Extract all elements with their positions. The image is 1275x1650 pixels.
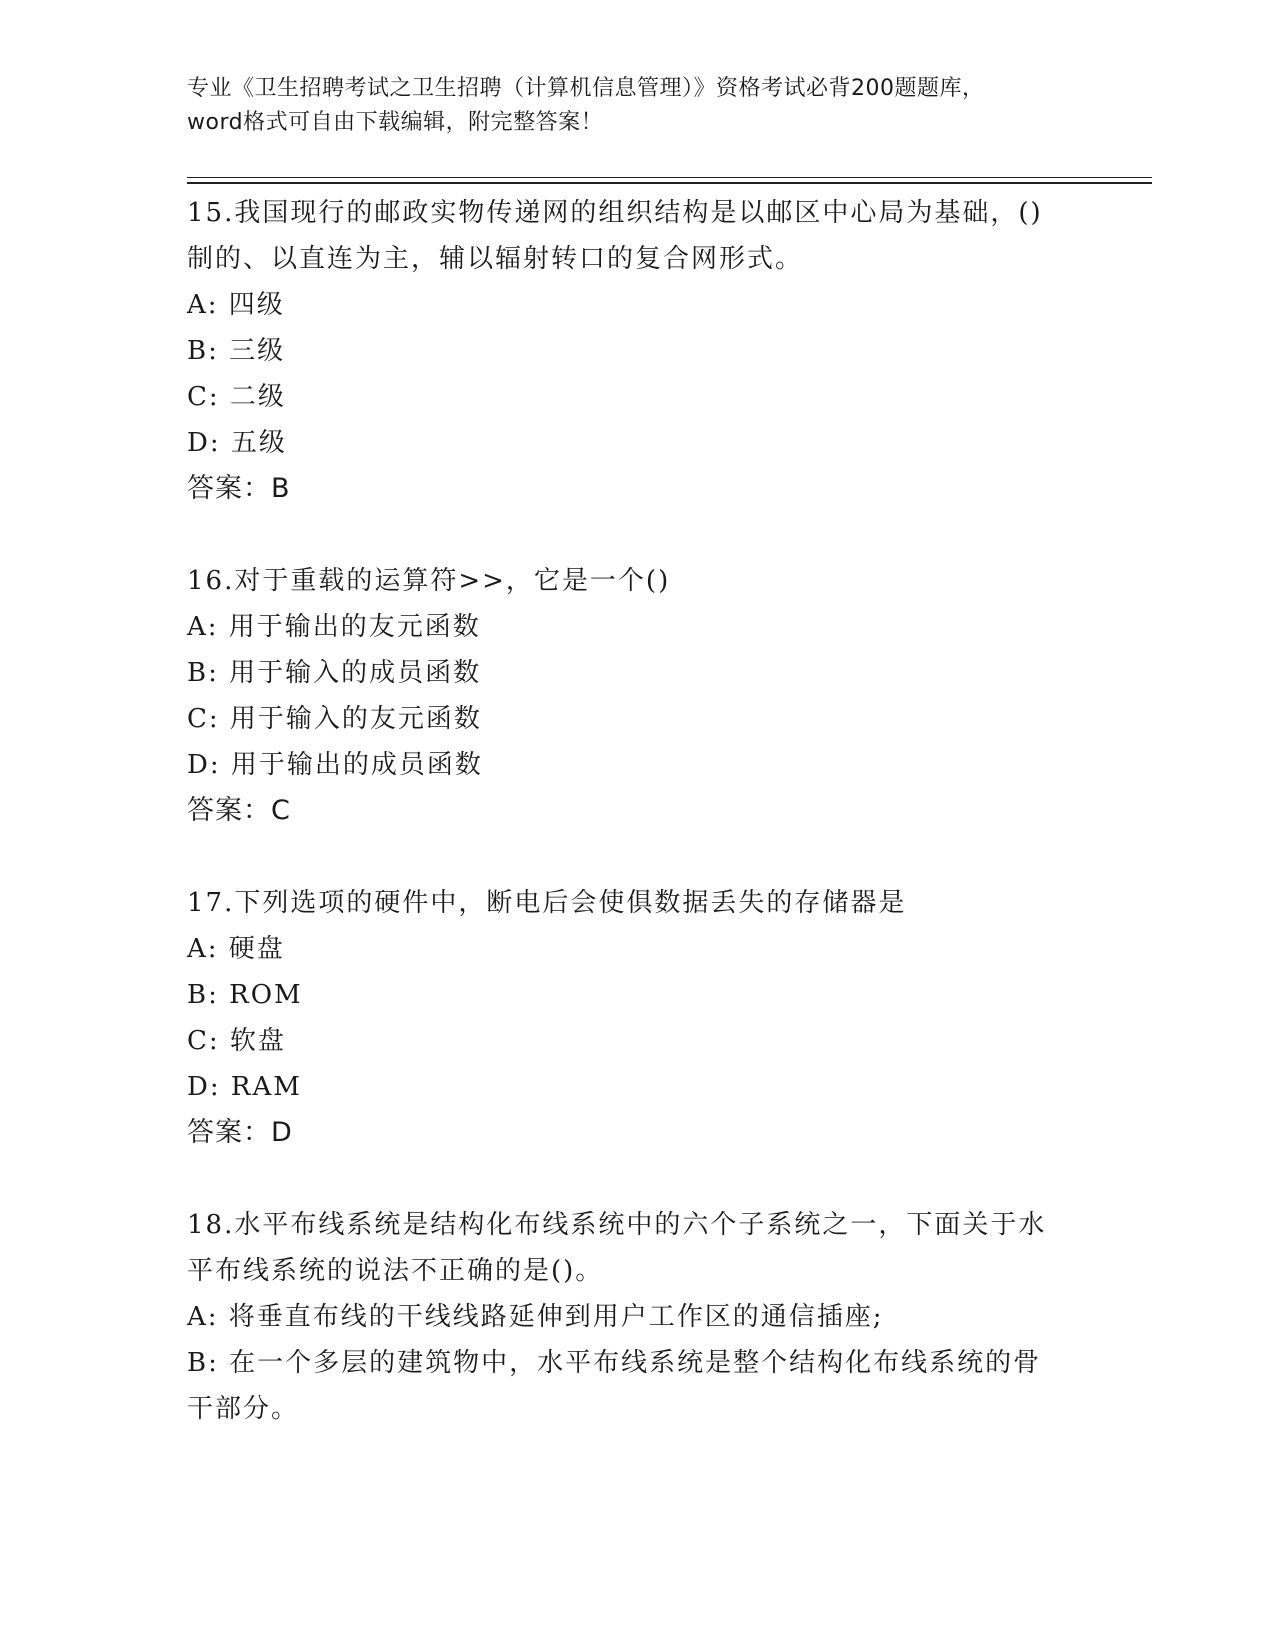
header-title-line-2: word格式可自由下载编辑，附完整答案！ [187,110,604,135]
question-stem-line: 15.我国现行的邮政实物传递网的组织结构是以邮区中心局为基础，() [187,198,1043,228]
option-c: C: 二级 [187,382,286,412]
option-c: C: 用于输入的友元函数 [187,704,482,734]
option-a: A: 用于输出的友元函数 [187,612,481,642]
option-a: A: 硬盘 [187,934,285,964]
answer: 答案：B [187,473,291,504]
spacer [187,512,1087,558]
question-16 [187,558,1087,834]
answer: 答案：D [187,1117,293,1148]
option-b: B: 用于输入的成员函数 [187,658,482,688]
option-b: B: 三级 [187,336,286,366]
option-b: B: 在一个多层的建筑物中，水平布线系统是整个结构化布线系统的骨 [187,1348,1042,1378]
document-header [187,72,1067,140]
option-d: D: RAM [187,1072,302,1102]
header-divider-thick [187,182,1152,184]
question-stem-line: 平布线系统的说法不正确的是()。 [187,1256,604,1286]
question-18 [187,1202,1087,1432]
question-17 [187,880,1087,1156]
header-divider-thin [187,177,1152,178]
option-b-continued: 干部分。 [187,1394,300,1424]
option-a: A: 四级 [187,290,285,320]
question-15 [187,190,1087,512]
option-b: B: ROM [187,980,303,1010]
question-stem-line: 制的、以直连为主，辅以辐射转口的复合网形式。 [187,244,804,274]
question-stem-line: 17.下列选项的硬件中，断电后会使俱数据丢失的存储器是 [187,888,907,918]
option-a: A: 将垂直布线的干线线路延伸到用户工作区的通信插座; [187,1302,884,1332]
option-d: D: 用于输出的成员函数 [187,750,483,780]
spacer [187,1156,1087,1202]
header-title-line-1: 专业《卫生招聘考试之卫生招聘（计算机信息管理）》资格考试必背200题题库， [187,76,985,101]
answer: 答案：C [187,795,291,826]
question-list [187,190,1087,1432]
spacer [187,834,1087,880]
question-stem-line: 16.对于重载的运算符>>，它是一个() [187,566,671,596]
question-stem-line: 18.水平布线系统是结构化布线系统中的六个子系统之一，下面关于水 [187,1210,1047,1240]
option-c: C: 软盘 [187,1026,286,1056]
option-d: D: 五级 [187,428,287,458]
